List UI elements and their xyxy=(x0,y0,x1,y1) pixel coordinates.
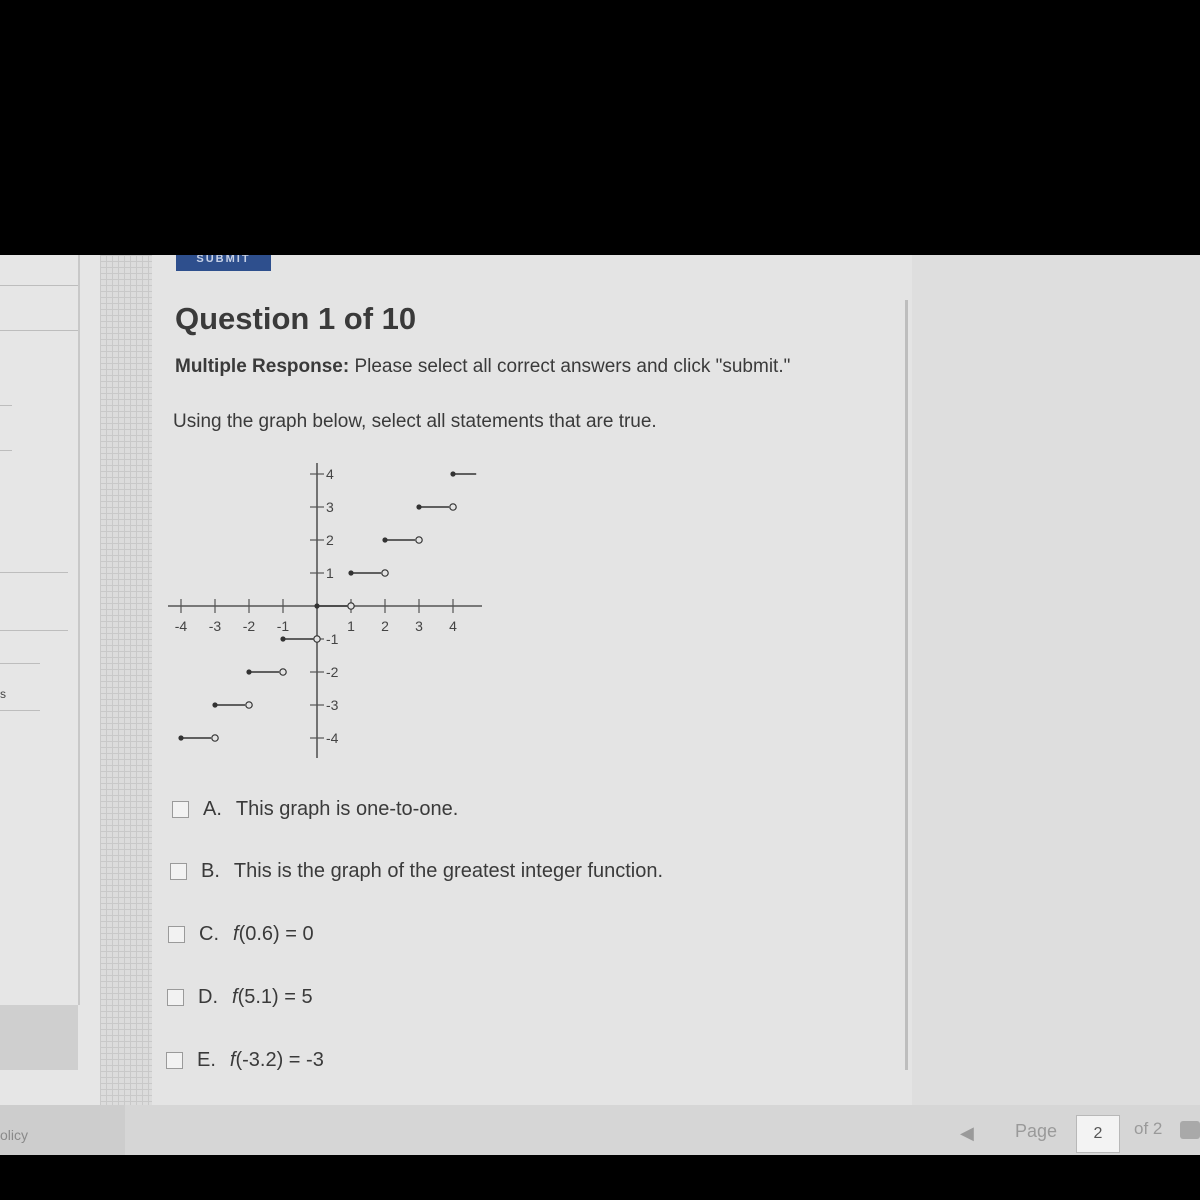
y-tick-label: 4 xyxy=(326,466,334,482)
open-endpoint xyxy=(246,702,252,708)
option-a-checkbox[interactable] xyxy=(172,801,189,818)
submit-button[interactable]: SUBMIT xyxy=(176,255,271,271)
prev-page-icon[interactable]: ◀ xyxy=(960,1123,974,1143)
page-number-input[interactable]: 2 xyxy=(1076,1115,1120,1153)
quiz-screen xyxy=(0,255,1200,1155)
option-b[interactable] xyxy=(170,860,663,883)
option-c-text xyxy=(233,923,314,946)
open-endpoint xyxy=(314,636,320,642)
y-tick-label: 1 xyxy=(326,565,334,581)
instructions xyxy=(175,356,790,378)
closed-endpoint xyxy=(348,570,353,575)
x-tick-label: -1 xyxy=(276,618,290,634)
option-b-text: This is the graph of the greatest integer function. xyxy=(233,860,664,882)
closed-endpoint xyxy=(416,504,421,509)
y-tick-label: -4 xyxy=(326,730,339,746)
closed-endpoint xyxy=(212,702,217,707)
page-total: of 2 xyxy=(1134,1119,1163,1138)
sidebar-mark: s xyxy=(0,687,6,701)
x-tick-label: -3 xyxy=(208,618,222,634)
option-d-text xyxy=(232,986,313,1009)
option-d-letter: D. xyxy=(198,986,218,1008)
closed-endpoint xyxy=(280,636,285,641)
open-endpoint xyxy=(280,669,286,675)
option-c[interactable] xyxy=(168,923,314,946)
open-endpoint xyxy=(212,735,218,741)
option-c-expr: (0.6) = 0 xyxy=(238,923,314,945)
option-d-expr: (5.1) = 5 xyxy=(237,986,313,1008)
y-tick-label: 2 xyxy=(326,532,334,548)
question-prompt: Using the graph below, select all statements that are true. xyxy=(173,411,657,432)
option-a-text: This graph is one-to-one. xyxy=(235,798,459,820)
x-tick-label: -2 xyxy=(242,618,256,634)
option-b-checkbox[interactable] xyxy=(170,863,187,880)
grid-strip xyxy=(100,255,152,1105)
option-d-checkbox[interactable] xyxy=(167,989,184,1006)
x-tick-label: 1 xyxy=(347,618,355,634)
x-tick-label: 3 xyxy=(415,618,423,634)
open-endpoint xyxy=(416,537,422,543)
option-c-fn: f xyxy=(233,923,239,945)
option-b-letter: B. xyxy=(201,860,220,882)
y-tick-label: -2 xyxy=(326,664,339,680)
page-label: Page xyxy=(1015,1121,1058,1141)
option-e-text xyxy=(230,1049,324,1072)
question-title: Question 1 of 10 xyxy=(175,301,417,336)
open-endpoint xyxy=(348,603,354,609)
x-tick-label: 4 xyxy=(449,618,457,634)
y-tick-label: -1 xyxy=(326,631,339,647)
closed-endpoint xyxy=(246,669,251,674)
x-tick-label: -4 xyxy=(174,618,188,634)
closed-endpoint xyxy=(314,603,319,608)
y-tick-label: -3 xyxy=(326,697,339,713)
option-e-expr: (-3.2) = -3 xyxy=(235,1049,324,1071)
left-sidebar xyxy=(0,255,100,1105)
open-endpoint xyxy=(450,504,456,510)
option-a-letter: A. xyxy=(203,798,222,820)
instructions-text: Please select all correct answers and click "submit." xyxy=(349,356,791,377)
policy-link[interactable]: olicy xyxy=(0,1127,29,1143)
instructions-label: Multiple Response: xyxy=(175,356,350,377)
option-a[interactable] xyxy=(172,798,458,821)
option-c-letter: C. xyxy=(199,923,219,945)
option-c-checkbox[interactable] xyxy=(168,926,185,943)
open-endpoint xyxy=(382,570,388,576)
y-tick-label: 3 xyxy=(326,499,334,515)
option-e-checkbox[interactable] xyxy=(166,1052,183,1069)
option-d[interactable] xyxy=(167,986,313,1009)
closed-endpoint xyxy=(450,471,455,476)
closed-endpoint xyxy=(178,735,183,740)
step-function-graph xyxy=(160,453,500,758)
option-e[interactable] xyxy=(166,1049,324,1072)
next-page-button[interactable] xyxy=(1180,1121,1200,1139)
x-tick-label: 2 xyxy=(381,618,389,634)
option-e-fn: f xyxy=(229,1049,236,1071)
sidebar-block[interactable] xyxy=(0,1005,78,1070)
option-e-letter: E. xyxy=(197,1049,216,1071)
closed-endpoint xyxy=(382,537,387,542)
option-d-fn: f xyxy=(232,986,238,1008)
